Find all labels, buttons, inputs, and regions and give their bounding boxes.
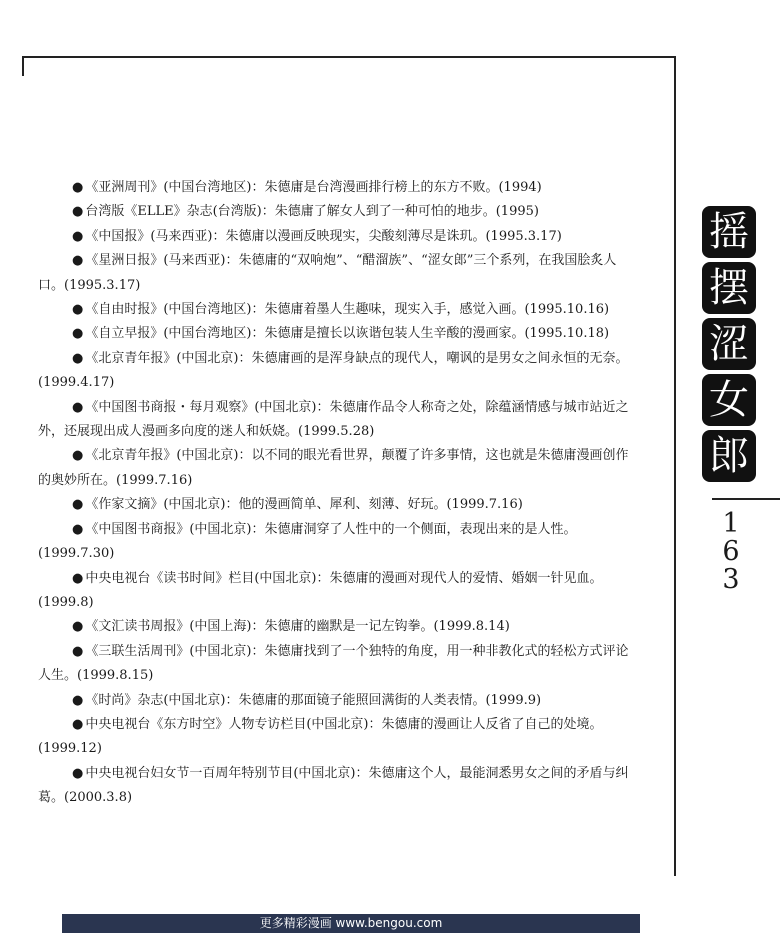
bullet-icon: ● xyxy=(72,326,84,342)
quote-text: 《中国报》(马来西亚)：朱德庸以漫画反映现实，尖酸刻薄尽是诛玑。(1995.3.17) xyxy=(85,228,562,244)
page-number-digit: 3 xyxy=(722,564,740,595)
side-divider xyxy=(712,498,780,500)
quote-text: 中央电视台《东方时空》人物专访栏目(中国北京)：朱德庸的漫画让人反省了自己的处境。(1999.12) xyxy=(38,716,603,757)
bullet-icon: ● xyxy=(72,180,84,195)
quote-entry xyxy=(38,713,638,762)
quote-text: 中央电视台妇女节一百周年特别节目(中国北京)：朱德庸这个人，最能洞悉男女之间的矛盾与纠葛。(2000.3.8) xyxy=(38,765,629,806)
quote-entry xyxy=(38,200,638,224)
quote-list xyxy=(38,176,638,811)
bullet-icon: ● xyxy=(72,302,84,318)
quote-text: 《三联生活周刊》(中国北京)：朱德庸找到了一个独特的角度，用一种非教化式的轻松方式评论人生。(1999.8.15) xyxy=(38,643,629,684)
quote-text: 台湾版《ELLE》杂志(台湾版)：朱德庸了解女人到了一种可怕的地步。(1995) xyxy=(85,204,539,220)
title-char: 涩 xyxy=(702,318,756,370)
quote-entry xyxy=(38,493,638,517)
page-number xyxy=(716,510,746,594)
bullet-icon: ● xyxy=(72,692,84,708)
bullet-icon: ● xyxy=(72,570,84,586)
bullet-icon: ● xyxy=(72,765,84,781)
bullet-icon: ● xyxy=(72,521,84,537)
quote-entry xyxy=(38,640,638,689)
quote-entry xyxy=(38,225,638,249)
quote-entry xyxy=(38,518,638,567)
title-char: 摇 xyxy=(702,206,756,258)
bullet-icon: ● xyxy=(72,228,84,244)
frame-corner xyxy=(22,56,24,76)
quote-entry xyxy=(38,615,638,639)
quote-text: 《文汇读书周报》(中国上海)：朱德庸的幽默是一记左钩拳。(1999.8.14) xyxy=(85,619,510,635)
page-number-digit: 6 xyxy=(722,536,740,567)
quote-text: 《自由时报》(中国台湾地区)：朱德庸着墨人生趣味，现实入手，感觉入画。(1995.10.16) xyxy=(85,302,610,318)
quote-entry xyxy=(38,322,638,346)
bullet-icon: ● xyxy=(72,350,84,366)
quote-entry xyxy=(38,444,638,493)
quote-text: 《北京青年报》(中国北京)：朱德庸画的是浑身缺点的现代人，嘲讽的是男女之间永恒的无奈。(1999.4.17) xyxy=(38,350,629,391)
title-char: 女 xyxy=(702,374,756,426)
quote-text: 《星洲日报》(马来西亚)：朱德庸的“双响炮”、“醋溜族”、“涩女郎”三个系列，在我国脍炙人口。(1995.3.17) xyxy=(38,253,617,293)
quote-text: 《中国图书商报・每月观察》(中国北京)：朱德庸作品令人称奇之处，除蕴涵情感与城市站近之外，还展现出成人漫画多向度的迷人和妖娆。(1999.5.28) xyxy=(38,399,629,440)
quote-entry xyxy=(38,396,638,445)
quote-entry xyxy=(38,689,638,713)
bullet-icon: ● xyxy=(72,619,84,635)
bullet-icon: ● xyxy=(72,448,84,464)
quote-text: 《自立早报》(中国台湾地区)：朱德庸是擅长以诙谐包装人生辛酸的漫画家。(1995.10.18) xyxy=(85,326,610,342)
quote-text: 《中国图书商报》(中国北京)：朱德庸洞穿了人性中的一个侧面，表现出来的是人性。(1999.7.30) xyxy=(38,521,577,562)
page-number-digit: 1 xyxy=(722,508,740,539)
quote-entry xyxy=(38,762,638,811)
bullet-icon: ● xyxy=(72,253,84,269)
title-char: 摆 xyxy=(702,262,756,314)
bullet-icon: ● xyxy=(72,497,84,513)
bullet-icon: ● xyxy=(72,643,84,659)
title-char: 郎 xyxy=(702,430,756,482)
quote-text: 《作家文摘》(中国北京)：他的漫画简单、犀利、刻薄、好玩。(1999.7.16) xyxy=(85,497,523,513)
quote-entry xyxy=(38,298,638,322)
quote-entry xyxy=(38,347,638,396)
quote-text: 中央电视台《读书时间》栏目(中国北京)：朱德庸的漫画对现代人的爱情、婚姻一针见血。(1999.8) xyxy=(38,570,603,610)
bullet-icon: ● xyxy=(72,716,84,732)
bullet-icon: ● xyxy=(72,399,84,415)
quote-entry xyxy=(38,249,638,298)
bullet-icon: ● xyxy=(72,204,84,220)
quote-text: 《时尚》杂志(中国北京)：朱德庸的那面镜子能照回满街的人类表情。(1999.9) xyxy=(85,692,542,708)
quote-text: 《北京青年报》(中国北京)：以不同的眼光看世界，颠覆了许多事情，这也就是朱德庸漫画创作的奥妙所在。(1999.7.16) xyxy=(38,448,629,488)
quote-entry xyxy=(38,567,638,616)
footer-banner: 更多精彩漫画 www.bengou.com xyxy=(62,914,640,933)
book-title xyxy=(702,206,758,486)
quote-entry xyxy=(38,176,638,200)
quote-text: 《亚洲周刊》(中国台湾地区)：朱德庸是台湾漫画排行榜上的东方不败。(1994) xyxy=(85,180,542,195)
